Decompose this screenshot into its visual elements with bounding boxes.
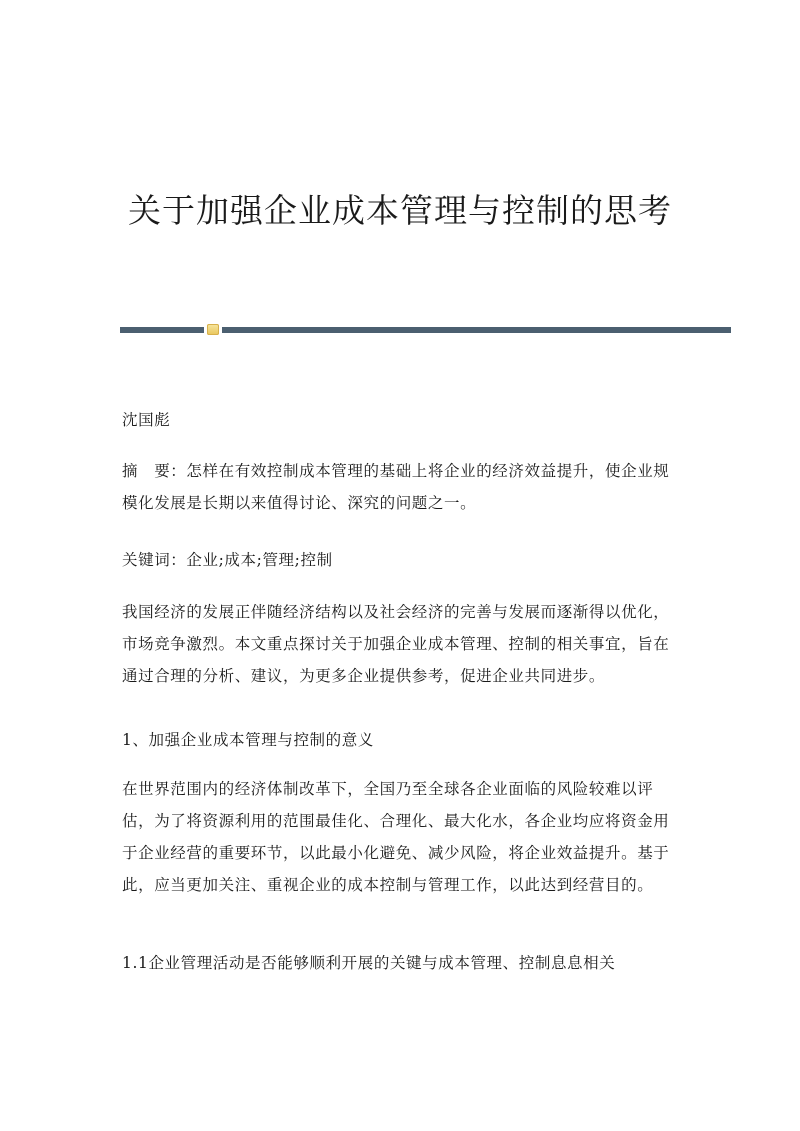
section-1-paragraph: 在世界范围内的经济体制改革下，全国乃至全球各企业面临的风险较难以评估，为了将资源利用的范围最佳化、合理化、最大化水，各企业均应将资金用于企业经营的重要环节，以此最小化避免、减少风险，将企业效益提升。基于此，应当更加关注、重视企业的成本控制与管理工作，以此达到经营目的。 [122,780,670,894]
author-name: 沈国彪 [122,411,171,429]
divider-bar-left [120,327,204,333]
page-title: 关于加强企业成本管理与控制的思考 [128,191,672,230]
divider-ornament-icon [207,324,219,335]
title-divider [120,324,731,335]
intro-paragraph: 我国经济的发展正伴随经济结构以及社会经济的完善与发展而逐渐得以优化，市场竞争激烈。本文重点探讨关于加强企业成本管理、控制的相关事宜，旨在通过合理的分析、建议，为更多企业提供参考，促进企业共同进步。 [122,603,670,685]
subsection-heading-1-1: 1.1企业管理活动是否能够顺利开展的关键与成本管理、控制息息相关 [122,954,616,972]
abstract-paragraph: 摘 要：怎样在有效控制成本管理的基础上将企业的经济效益提升，使企业规模化发展是长期以来值得讨论、深究的问题之一。 [122,462,670,512]
section-heading-1: 1、加强企业成本管理与控制的意义 [122,731,374,749]
keywords-line: 关键词：企业;成本;管理;控制 [122,551,333,569]
divider-bar-right [222,327,731,333]
